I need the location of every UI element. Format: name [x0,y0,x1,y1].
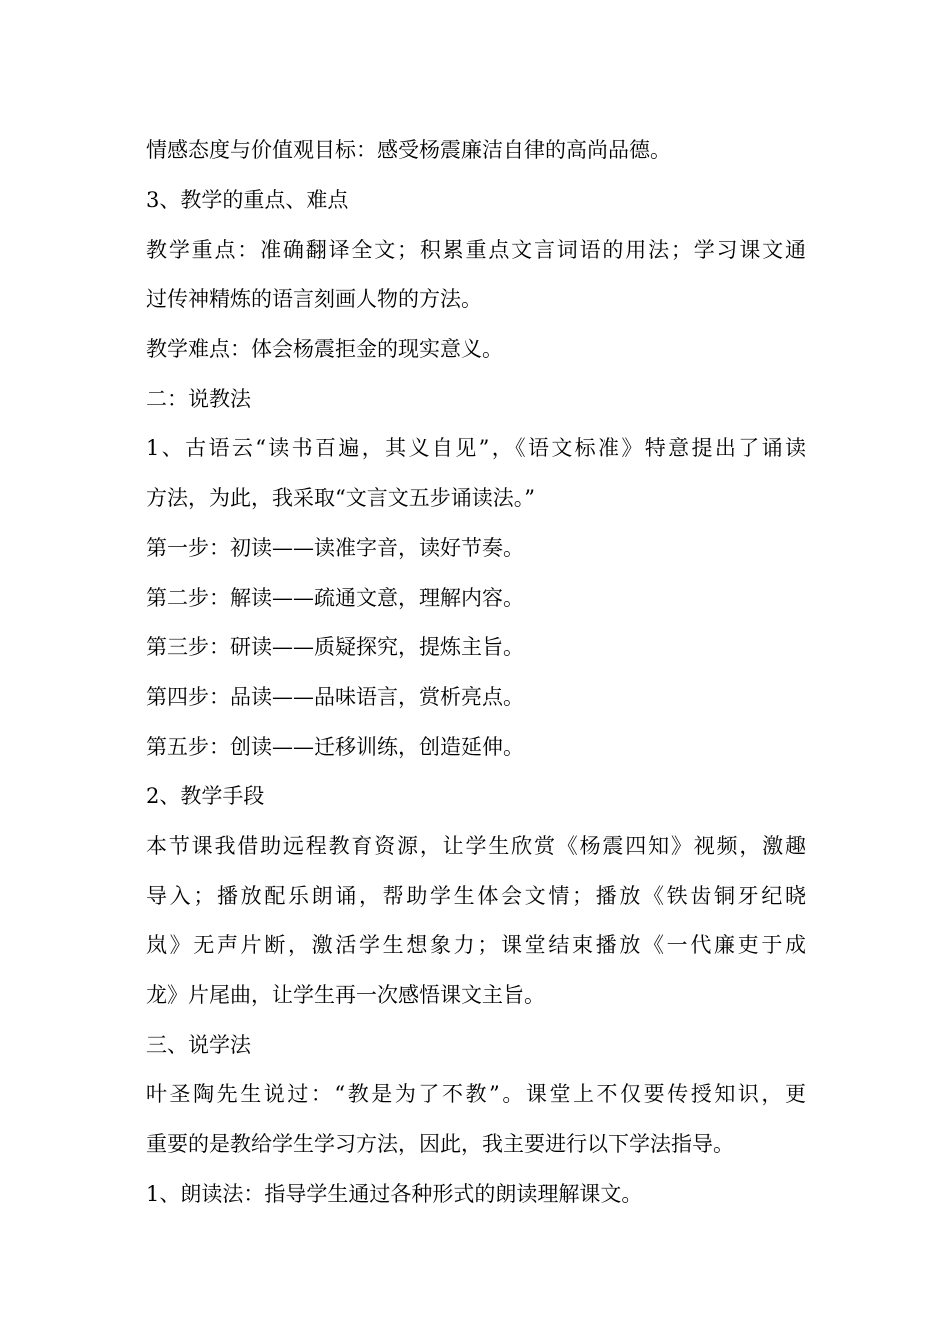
text-line-learning-2: 重要的是教给学生学习方法，因此，我主要进行以下学法指导。 [146,1132,734,1156]
text-line-means-2: 导入；播放配乐朗诵，帮助学生体会文情；播放《铁齿铜牙纪晓 [146,884,806,908]
text-line-means-1: 本节课我借助远程教育资源，让学生欣赏《杨震四知》视频，激趣 [146,834,806,858]
text-line-affective-goal: 情感态度与价值观目标：感受杨震廉洁自律的高尚品德。 [146,138,671,162]
text-line-key-points-2: 过传神精炼的语言刻画人物的方法。 [146,287,482,311]
text-line-step-1: 第一步：初读——读准字音，读好节奏。 [146,536,524,560]
heading-teaching-means: 2、教学手段 [146,784,265,808]
heading-learning-method: 三、说学法 [146,1033,251,1057]
text-line-difficulty: 教学难点：体会杨震拒金的现实意义。 [146,337,503,361]
text-line-key-points-1: 教学重点：准确翻译全文；积累重点文言词语的用法；学习课文通 [146,238,806,262]
text-line-recitation-1: 1、古语云“读书百遍，其义自见”，《语文标准》特意提出了诵读 [146,436,806,460]
text-line-learning-1: 叶圣陶先生说过：“教是为了不教”。课堂上不仅要传授知识，更 [146,1082,806,1106]
text-line-step-3: 第三步：研读——质疑探究，提炼主旨。 [146,635,524,659]
text-line-recitation-2: 方法，为此，我采取“文言文五步诵读法。” [146,486,535,510]
text-line-means-4: 龙》片尾曲，让学生再一次感悟课文主旨。 [146,983,545,1007]
text-line-means-3: 岚》无声片断，激活学生想象力；课堂结束播放《一代廉吏于成 [146,933,806,957]
text-line-step-5: 第五步：创读——迁移训练，创造延伸。 [146,735,524,759]
heading-key-points: 3、教学的重点、难点 [146,188,349,212]
text-line-step-2: 第二步：解读——疏通文意，理解内容。 [146,586,524,610]
text-line-reading-method: 1、朗读法：指导学生通过各种形式的朗读理解课文。 [146,1182,643,1206]
text-line-step-4: 第四步：品读——品味语言，赏析亮点。 [146,685,524,709]
heading-teaching-method: 二：说教法 [146,387,251,411]
